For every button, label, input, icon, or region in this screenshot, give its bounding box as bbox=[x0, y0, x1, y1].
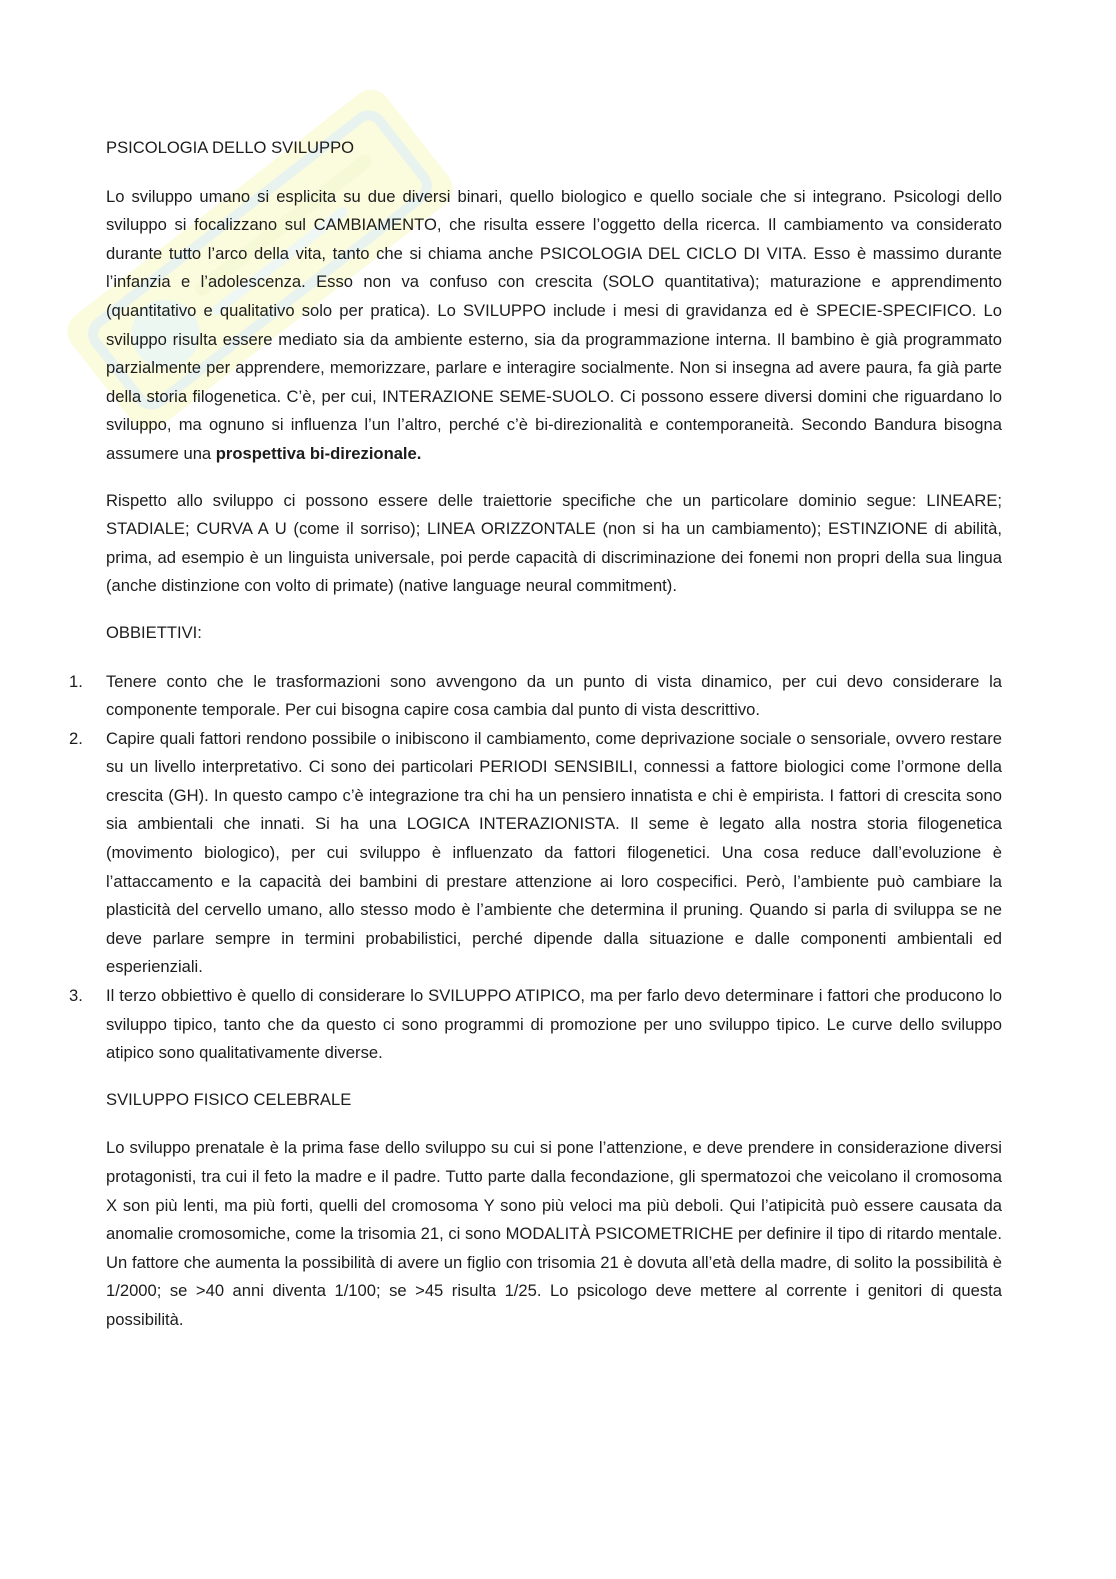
list-item-number: 1. bbox=[69, 671, 83, 691]
prenatal-paragraph: Lo sviluppo prenatale è la prima fase dello sviluppo su cui si pone l’attenzione, e deve prendere in considerazione diversi protagonisti, tra cui il feto la madre e il padre. Tutto parte dalla fecondazione, gli spermatozoi che veicolano il cromosoma X son più lenti, ma più forti, quelli del cromosoma Y sono più veloci ma più deboli. Qui l’atipicità può essere causata da anomalie cromosomiche, come la trisomia 21, ci sono MODALITÀ PSICOMETRICHE per definire il tipo di ritardo mentale. Un fattore che aumenta la possibilità di avere un figlio con trisomia 21 è dovuta all’età della madre, di solito la possibilità è 1/2000; se >40 anni diventa 1/100; se >45 risulta 1/25. Lo psicologo deve mettere al corrente i genitori di questa possibilità. bbox=[106, 1138, 1002, 1329]
list-item-text: Capire quali fattori rendono possibile o inibiscono il cambiamento, come deprivazione sociale o sensoriale, ovvero restare su un livello interpretativo. Ci sono dei particolari PERIODI SENSIBILI, connessi a fattore biologici come l’ormone della crescita (GH). In questo campo c’è integrazione tra chi ha un pensiero innatista e chi è empirista. I fattori di crescita sono sia ambientali che innati. Si ha una LOGICA INTERAZIONISTA. Il seme è legato alla nostra storia filogenetica (movimento biologico), per cui sviluppo è influenzato da fattori filogenetici. Una cosa reduce dall’evoluzione è l’attaccamento e la capacità dei bambini di prestare attenzione ai loro cospecifici. Però, l’ambiente può cambiare la plasticità del cervello umano, allo stesso modo è l’ambiente che determina il pruning. Quando si parla di sviluppa se ne deve parlare sempre in termini probabilistici, perché dipende dalla situazione e dalle componenti ambientali ed esperienziali. bbox=[106, 728, 1002, 977]
list-item bbox=[69, 668, 1002, 725]
intro-text: Lo sviluppo umano si esplicita su due diversi binari, quello biologico e quello sociale che si integrano. Psicologi dello sviluppo si focalizzano sul CAMBIAMENTO, che risulta essere l’oggetto della ricerca. Il cambiamento va considerato durante tutto l’arco della vita, tanto che si chiama anche PSICOLOGIA DEL CICLO DI VITA. Esso è massimo durante l’infanzia e l’adolescenza. Esso non va confuso con crescita (SOLO quantitativa); maturazione e apprendimento (quantitativo e qualitativo solo per pratica). Lo SVILUPPO include i mesi di gravidanza ed è SPECIE-SPECIFICO. Lo sviluppo risulta essere mediato sia da ambiente esterno, sia da programmazione interna. Il bambino è già programmato parzialmente per apprendere, memorizzare, parlare e interagire socialmente. Non si insegna ad avere paura, fa già parte della storia filogenetica. C’è, per cui, INTERAZIONE SEME-SUOLO. Ci possono essere diversi domini che riguardano lo sviluppo, ma ognuno si influenza l’un l’altro, perché c’è bi-direzionalità e contemporaneità. Secondo Bandura bisogna assumere una bbox=[106, 186, 1002, 463]
trajectories-paragraph: Rispetto allo sviluppo ci possono essere delle traiettorie specifiche che un particolare dominio segue: LINEARE; STADIALE; CURVA A U (come il sorriso); LINEA ORIZZONTALE (non si ha un cambiamento); ESTINZIONE di abilità, prima, ad esempio è un linguista universale, poi perde capacità di discriminazione dei fonemi non propri della sua lingua (anche distinzione con volto di primate) (native language neural commitment). bbox=[106, 490, 1002, 596]
list-item-text: Il terzo obbiettivo è quello di considerare lo SVILUPPO ATIPICO, ma per farlo devo determinare i fattori che producono lo sviluppo tipico, tanto che da questo ci sono programmi di promozione per uno sviluppo tipico. Le curve dello sviluppo atipico sono qualitativamente diverse. bbox=[106, 986, 1002, 1063]
intro-bold-phrase: prospettiva bi-direzionale. bbox=[215, 443, 422, 463]
objectives-list bbox=[69, 668, 1002, 1068]
section-heading: SVILUPPO FISICO CELEBRALE bbox=[106, 1089, 352, 1109]
list-item bbox=[69, 725, 1002, 982]
objectives-heading: OBBIETTIVI: bbox=[106, 622, 202, 642]
list-item-text: Tenere conto che le trasformazioni sono avvengono da un punto di vista dinamico, per cui devo considerare la componente temporale. Per cui bisogna capire cosa cambia dal punto di vista descrittivo. bbox=[106, 671, 1002, 720]
document-page bbox=[69, 134, 1002, 1353]
list-item-number: 2. bbox=[69, 728, 83, 748]
intro-paragraph bbox=[106, 183, 1002, 469]
list-item-number: 3. bbox=[69, 986, 83, 1006]
document-title: PSICOLOGIA DELLO SVILUPPO bbox=[106, 138, 355, 157]
list-item bbox=[69, 982, 1002, 1068]
